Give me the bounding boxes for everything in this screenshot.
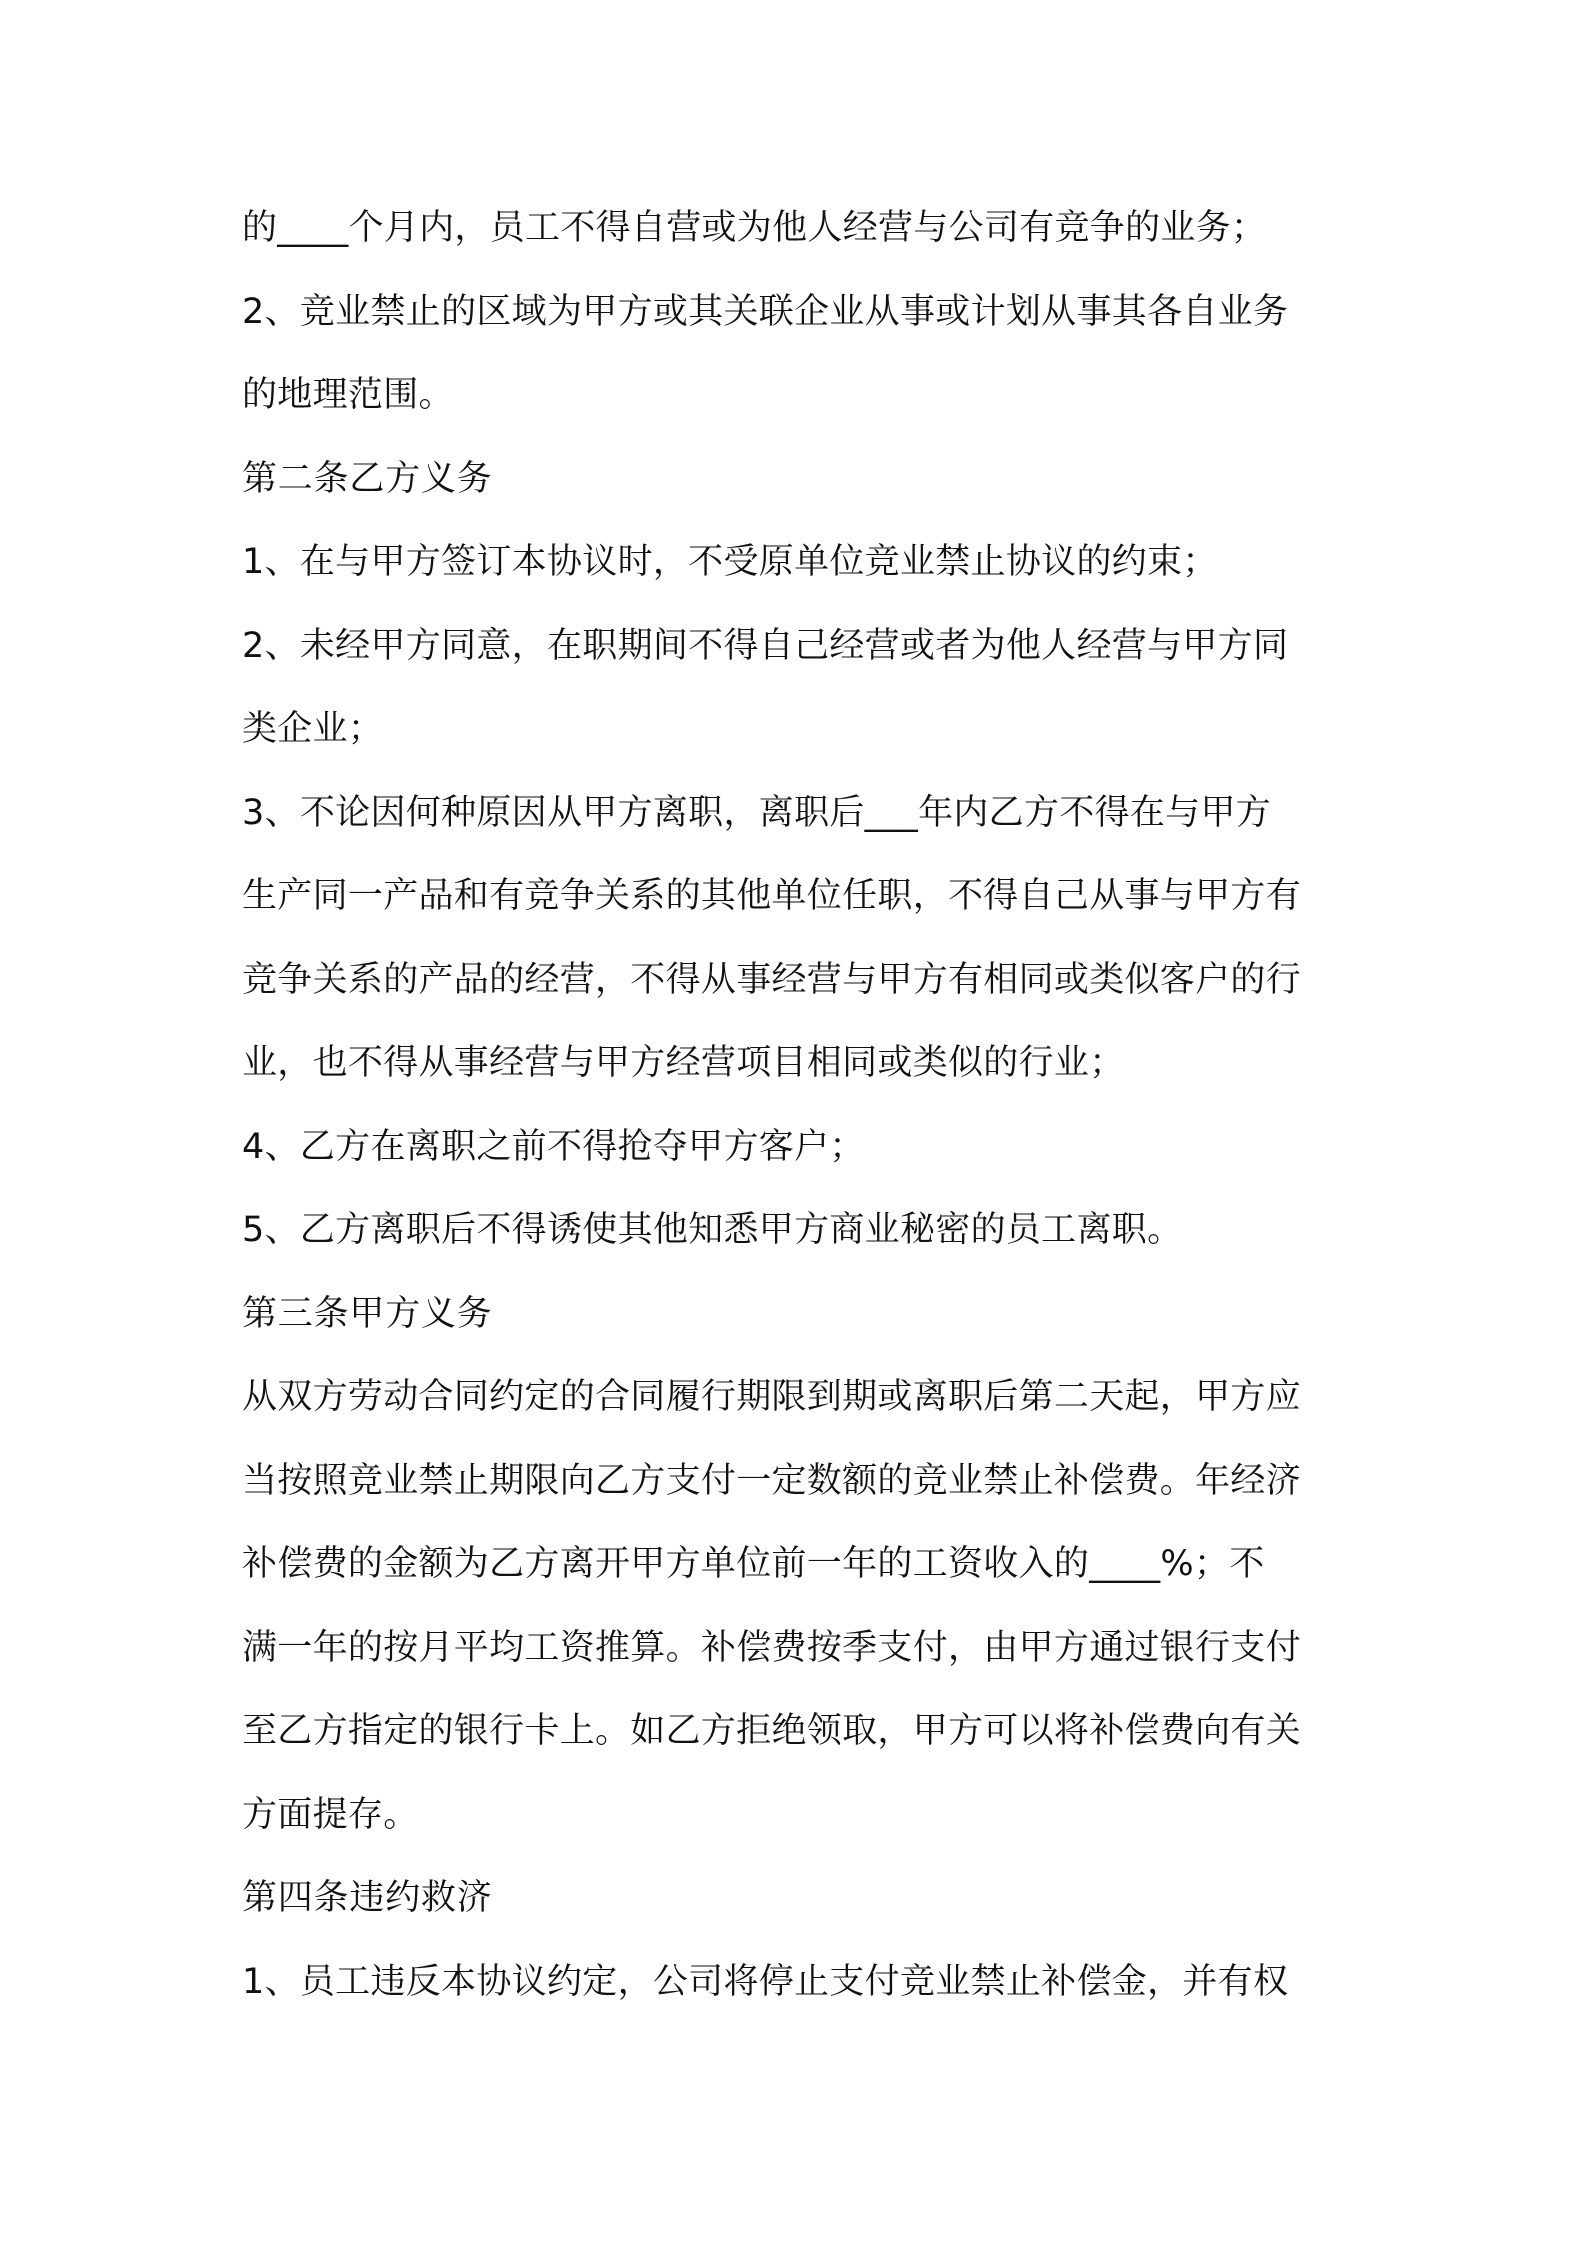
text-line: 类企业； [242, 709, 384, 749]
section-heading: 第四条违约救济 [242, 1878, 493, 1918]
text-line: 4、乙方在离职之前不得抢夺甲方客户； [242, 1127, 865, 1167]
text-line: 2、未经甲方同意，在职期间不得自己经营或者为他人经营与甲方同 [242, 626, 1289, 666]
text-line: 1、在与甲方签订本协议时，不受原单位竞业禁止协议的约束； [242, 542, 1218, 582]
text-line: 2、竞业禁止的区域为甲方或其关联企业从事或计划从事其各自业务 [242, 292, 1289, 332]
text-line: 从双方劳动合同约定的合同履行期限到期或离职后第二天起，甲方应 [242, 1377, 1302, 1417]
text-line: 方面提存。 [242, 1795, 419, 1835]
text-line: 至乙方指定的银行卡上。如乙方拒绝领取，甲方可以将补偿费向有关 [242, 1711, 1302, 1751]
text-line: 竞争关系的产品的经营，不得从事经营与甲方有相同或类似客户的行 [242, 960, 1302, 1000]
text-line: 当按照竞业禁止期限向乙方支付一定数额的竞业禁止补偿费。年经济 [242, 1461, 1302, 1501]
text-line: 补偿费的金额为乙方离开甲方单位前一年的工资收入的____%；不 [242, 1544, 1265, 1584]
section-heading: 第二条乙方义务 [242, 459, 493, 499]
section-heading: 第三条甲方义务 [242, 1294, 493, 1334]
text-line: 的地理范围。 [242, 375, 454, 415]
text-line: 业，也不得从事经营与甲方经营项目相同或类似的行业； [242, 1043, 1125, 1083]
text-line: 的____个月内，员工不得自营或为他人经营与公司有竞争的业务； [242, 208, 1267, 248]
text-line: 生产同一产品和有竞争关系的其他单位任职，不得自己从事与甲方有 [242, 876, 1302, 916]
text-line: 5、乙方离职后不得诱使其他知悉甲方商业秘密的员工离职。 [242, 1210, 1183, 1250]
text-line: 1、员工违反本协议约定，公司将停止支付竞业禁止补偿金，并有权 [242, 1962, 1289, 2002]
text-line: 满一年的按月平均工资推算。补偿费按季支付，由甲方通过银行支付 [242, 1628, 1302, 1668]
text-line: 3、不论因何种原因从甲方离职，离职后___年内乙方不得在与甲方 [242, 793, 1272, 833]
